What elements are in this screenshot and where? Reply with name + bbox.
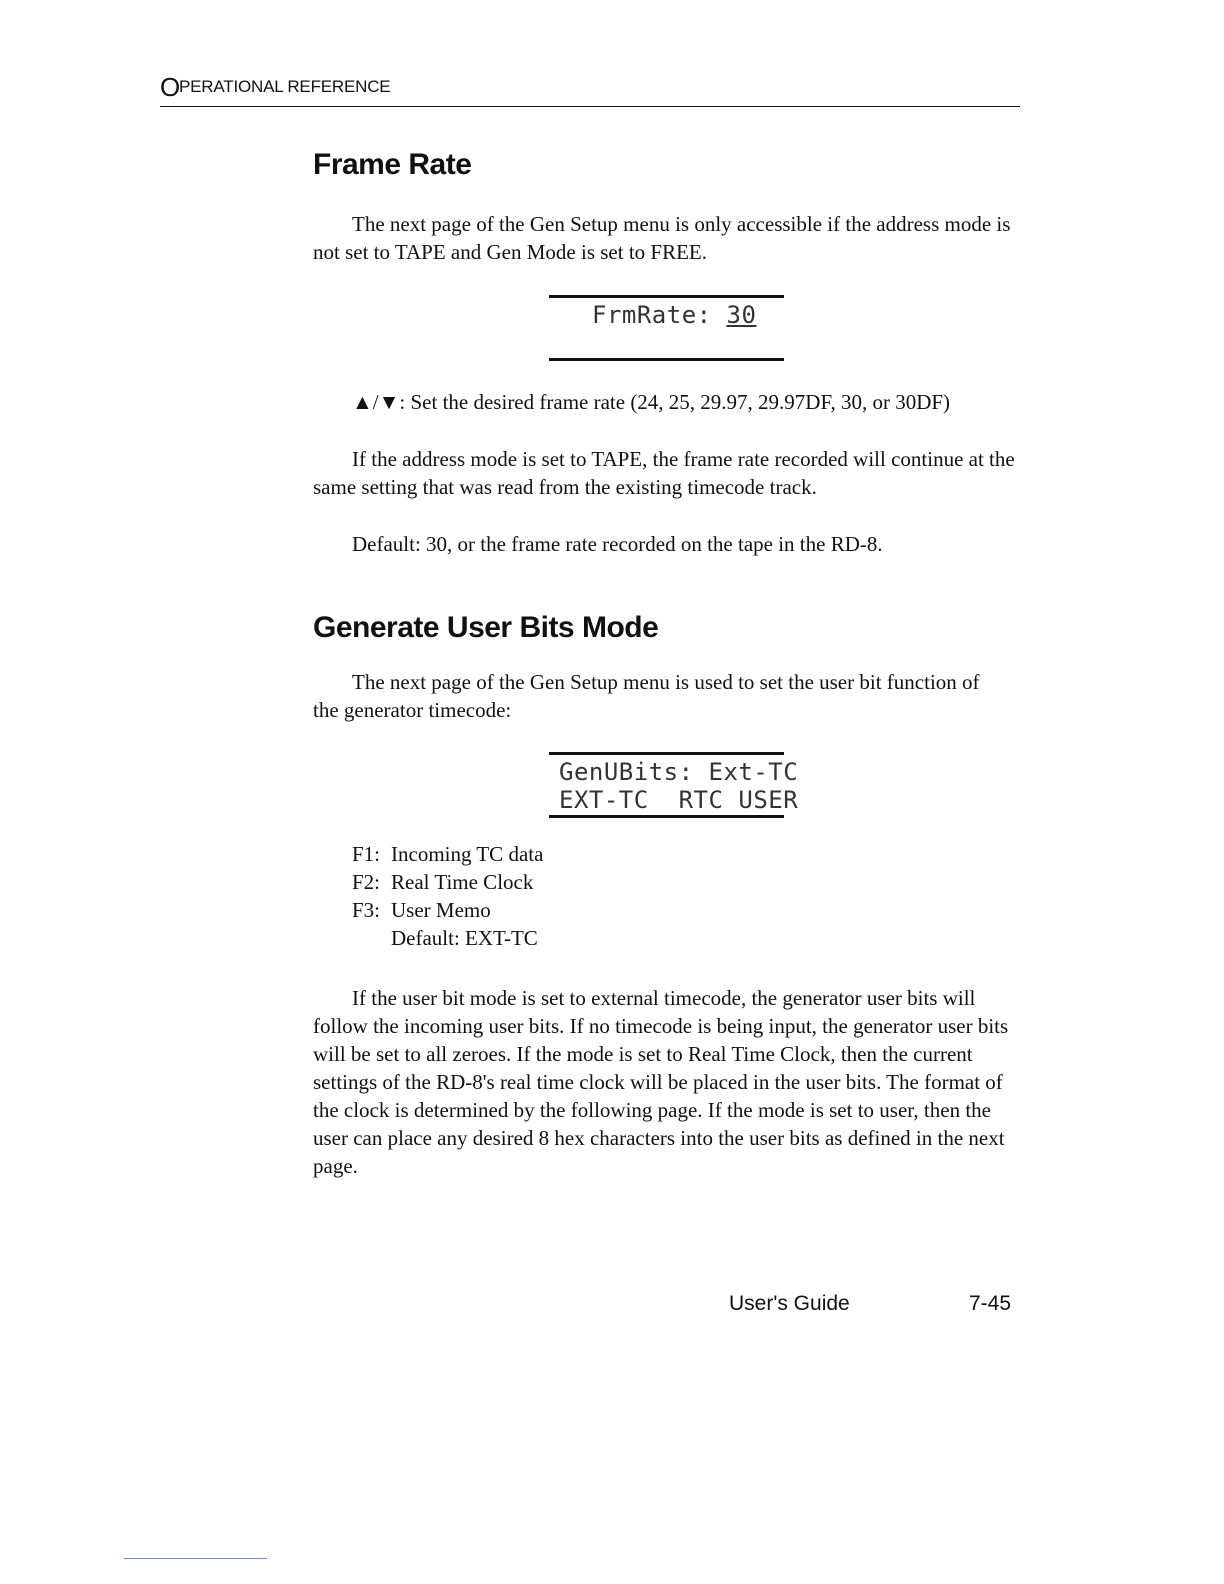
arrows-line [352,388,1022,416]
footer-title: User's Guide [729,1292,850,1315]
frame-rate-heading: Frame Rate [313,148,472,181]
header-drop-cap: O [160,72,181,102]
header-text: PERATIONAL REFERENCE [179,77,391,96]
user-bits-body: If the user bit mode is set to external timecode, the generator user bits will follow the incoming user bits. If no timecode is being input, the generator user bits will be set to all zeroes. If the mode is set to Real Time Clock, then the current settings of the RD-8's real time clock will be placed in the user bits. The format of the clock is determined by the following page. If the mode is set to user, then the user can place any desired 8 hex characters into the user bits as defined in the next page. [313,986,1009,1178]
fkey-label: F3: [352,898,381,922]
arrows-icon: ▲/▼: [352,390,406,414]
arrows-text: Set the desired frame rate (24, 25, 29.97, 29.97DF, 30, or 30DF) [410,390,951,414]
running-header [160,68,391,102]
fkey-row [352,842,543,867]
fkey-label: F1: [352,842,381,866]
frame-rate-default: Default: 30, or the frame rate recorded on the tape in the RD-8. [352,532,883,556]
lcd2-top-rule [549,752,784,755]
lcd2-bottom-rule [549,815,784,818]
lcd-top-rule [549,295,784,298]
fkey-row [352,898,491,923]
fkey-desc: Real Time Clock [391,870,534,894]
lcd-label: FrmRate: [592,301,727,329]
fkey-row [352,870,533,895]
user-bits-heading: Generate User Bits Mode [313,611,659,644]
fkey-label: F2: [352,870,381,894]
lcd-value: 30 [726,301,757,329]
fkey-desc: User Memo [391,898,491,922]
user-bits-lcd-line1 [559,758,798,786]
user-bits-intro: The next page of the Gen Setup menu is used to set the user bit function of the generator timecode: [313,670,980,722]
header-rule [160,106,1020,107]
page-number: 7-45 [969,1292,1012,1315]
lcd2-value: Ext-TC [708,758,799,786]
frame-rate-intro: The next page of the Gen Setup menu is only accessible if the address mode is not set to TAPE and Gen Mode is set to FREE. [313,212,1011,264]
frame-rate-lcd [592,301,756,329]
lcd2-label: GenUBits: [559,758,709,786]
lcd-bottom-rule [549,358,784,361]
user-bits-default: Default: EXT-TC [391,926,538,950]
user-bits-lcd-line2: EXT-TC RTC USER [559,786,799,814]
decorative-blue-line [124,1558,267,1559]
fkey-desc: Incoming TC data [391,842,544,866]
tape-note: If the address mode is set to TAPE, the frame rate recorded will continue at the same setting that was read from the existing timecode track. [313,447,1015,499]
